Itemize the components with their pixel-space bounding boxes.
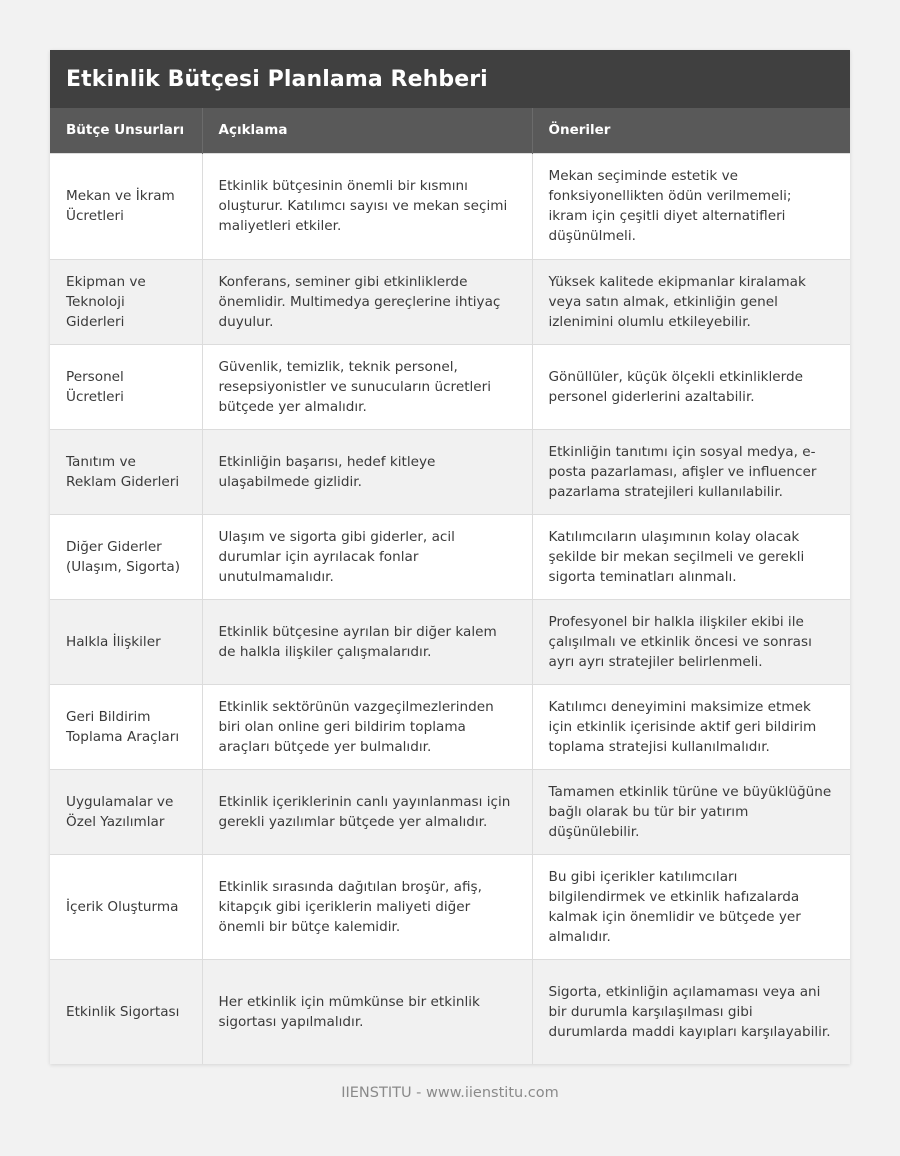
cell-description: Etkinlik sırasında dağıtılan broşür, afiş, kitapçık gibi içeriklerin maliyeti diğer önemli bir bütçe kalemidir.: [202, 854, 532, 959]
cell-recommendation: Mekan seçiminde estetik ve fonksiyonellikten ödün verilmemeli; ikram için çeşitli diyet alternatifleri düşünülmeli.: [532, 153, 850, 259]
column-header-recommendation: Öneriler: [532, 108, 850, 153]
column-header-item: Bütçe Unsurları: [50, 108, 202, 153]
column-header-description: Açıklama: [202, 108, 532, 153]
table-row: [50, 769, 850, 854]
cell-recommendation: Katılımcıların ulaşımının kolay olacak şekilde bir mekan seçilmeli ve gerekli sigorta teminatları alınmalı.: [532, 514, 850, 599]
cell-description: Konferans, seminer gibi etkinliklerde önemlidir. Multimedya gereçlerine ihtiyaç duyulur.: [202, 259, 532, 344]
page-title: Etkinlik Bütçesi Planlama Rehberi: [50, 50, 850, 108]
cell-budget-item: Etkinlik Sigortası: [50, 959, 202, 1064]
cell-budget-item: Halkla İlişkiler: [50, 599, 202, 684]
cell-recommendation: Bu gibi içerikler katılımcıları bilgilendirmek ve etkinlik hafızalarda kalmak için önemlidir ve bütçede yer almalıdır.: [532, 854, 850, 959]
cell-description: Etkinliğin başarısı, hedef kitleye ulaşabilmede gizlidir.: [202, 429, 532, 514]
cell-recommendation: Profesyonel bir halkla ilişkiler ekibi ile çalışılmalı ve etkinlik öncesi ve sonrası ayrı ayrı stratejiler belirlenmeli.: [532, 599, 850, 684]
cell-description: Her etkinlik için mümkünse bir etkinlik sigortası yapılmalıdır.: [202, 959, 532, 1064]
table-header-row: [50, 108, 850, 153]
table-row: [50, 153, 850, 259]
cell-recommendation: Etkinliğin tanıtımı için sosyal medya, e-posta pazarlaması, afişler ve influencer pazarlama stratejileri kullanılabilir.: [532, 429, 850, 514]
cell-recommendation: Tamamen etkinlik türüne ve büyüklüğüne bağlı olarak bu tür bir yatırım düşünülebilir.: [532, 769, 850, 854]
budget-table-card: [50, 50, 850, 1064]
cell-budget-item: Diğer Giderler (Ulaşım, Sigorta): [50, 514, 202, 599]
cell-budget-item: Ekipman ve Teknoloji Giderleri: [50, 259, 202, 344]
table-row: [50, 429, 850, 514]
cell-description: Ulaşım ve sigorta gibi giderler, acil durumlar için ayrılacak fonlar unutulmamalıdır.: [202, 514, 532, 599]
cell-budget-item: Tanıtım ve Reklam Giderleri: [50, 429, 202, 514]
cell-recommendation: Yüksek kalitede ekipmanlar kiralamak veya satın almak, etkinliğin genel izlenimini olumlu etkileyebilir.: [532, 259, 850, 344]
budget-table: [50, 108, 850, 1064]
table-row: [50, 959, 850, 1064]
cell-recommendation: Sigorta, etkinliğin açılamaması veya ani bir durumla karşılaşılması gibi durumlarda maddi kayıpları karşılayabilir.: [532, 959, 850, 1064]
table-row: [50, 514, 850, 599]
table-row: [50, 599, 850, 684]
footer-credit: IIENSTITU - www.iienstitu.com: [341, 1085, 559, 1101]
table-row: [50, 259, 850, 344]
cell-description: Güvenlik, temizlik, teknik personel, resepsiyonistler ve sunucuların ücretleri bütçede yer almalıdır.: [202, 344, 532, 429]
cell-budget-item: Personel Ücretleri: [50, 344, 202, 429]
cell-budget-item: İçerik Oluşturma: [50, 854, 202, 959]
cell-budget-item: Geri Bildirim Toplama Araçları: [50, 684, 202, 769]
table-row: [50, 344, 850, 429]
cell-budget-item: Mekan ve İkram Ücretleri: [50, 153, 202, 259]
table-row: [50, 684, 850, 769]
table-row: [50, 854, 850, 959]
cell-description: Etkinlik içeriklerinin canlı yayınlanması için gerekli yazılımlar bütçede yer almalıdır.: [202, 769, 532, 854]
cell-budget-item: Uygulamalar ve Özel Yazılımlar: [50, 769, 202, 854]
cell-description: Etkinlik bütçesinin önemli bir kısmını oluşturur. Katılımcı sayısı ve mekan seçimi maliyetleri etkiler.: [202, 153, 532, 259]
cell-recommendation: Gönüllüler, küçük ölçekli etkinliklerde personel giderlerini azaltabilir.: [532, 344, 850, 429]
cell-recommendation: Katılımcı deneyimini maksimize etmek için etkinlik içerisinde aktif geri bildirim toplama stratejisi kullanılmalıdır.: [532, 684, 850, 769]
cell-description: Etkinlik sektörünün vazgeçilmezlerinden biri olan online geri bildirim toplama araçları bütçede yer bulmalıdır.: [202, 684, 532, 769]
cell-description: Etkinlik bütçesine ayrılan bir diğer kalem de halkla ilişkiler çalışmalarıdır.: [202, 599, 532, 684]
